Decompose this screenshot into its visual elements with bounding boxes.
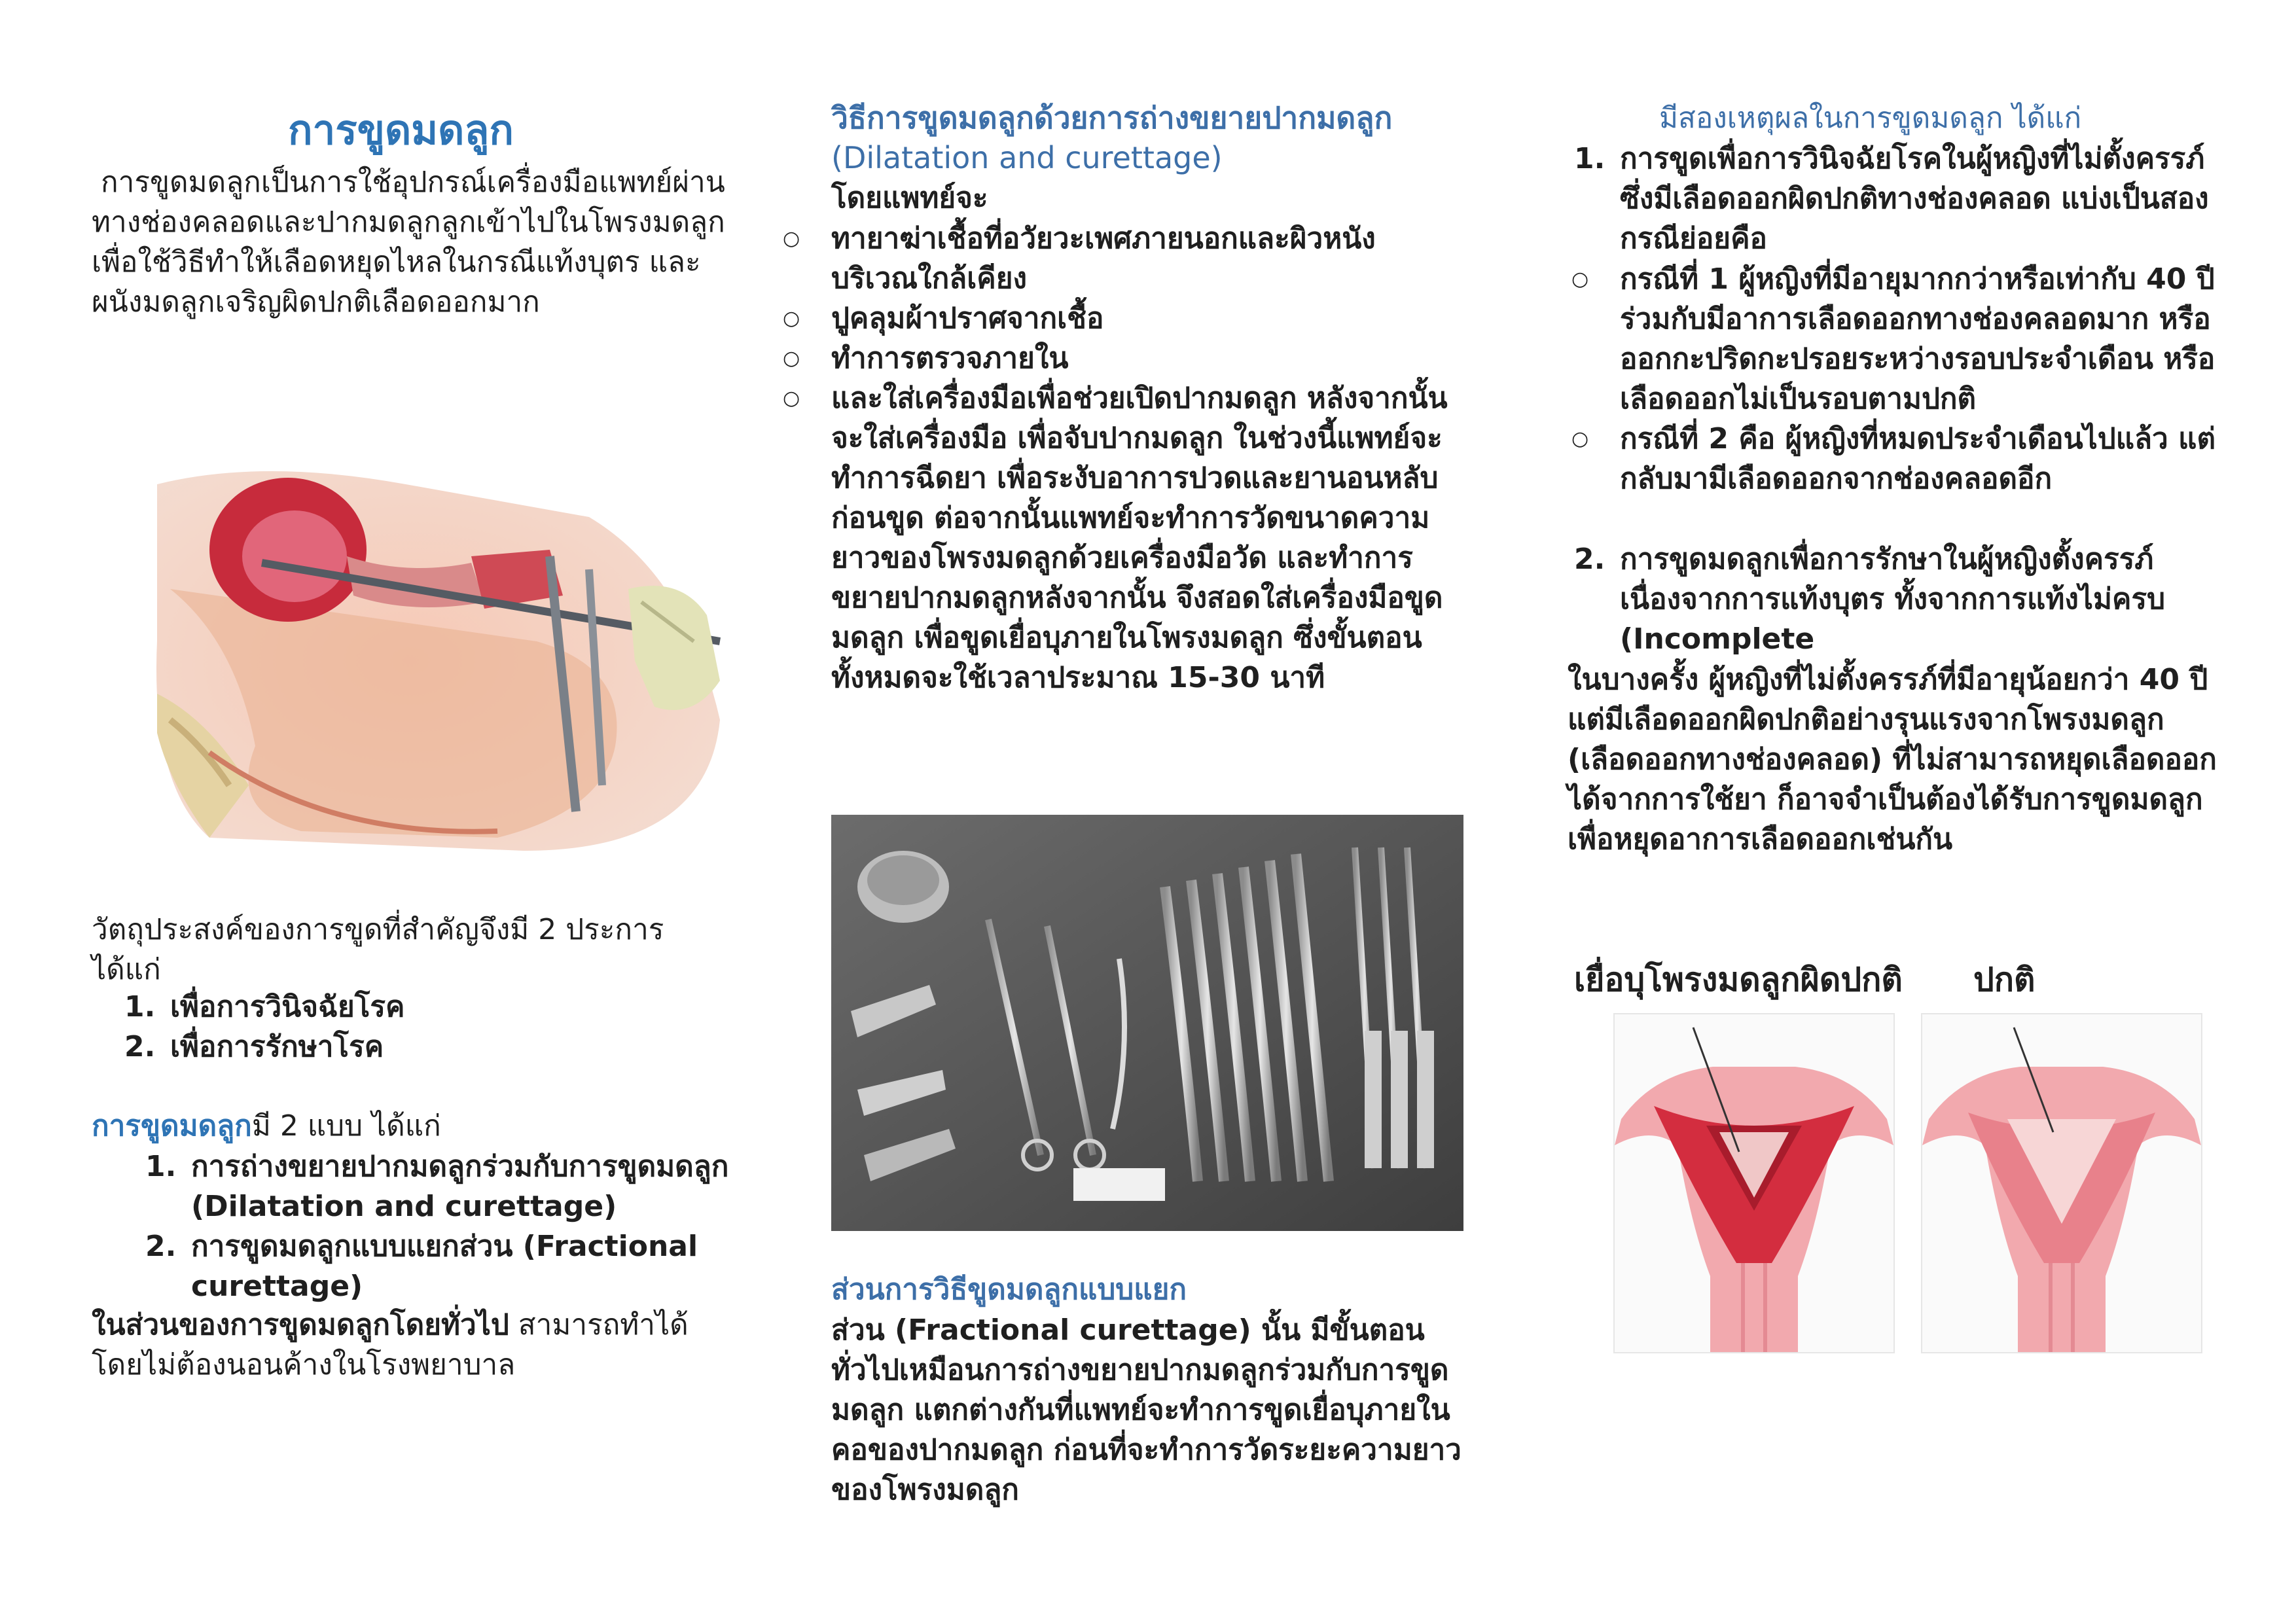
by-doctor-label: โดยแพทย์จะ [831, 181, 988, 215]
subcase-list [1620, 259, 2222, 499]
list-item: 2. การขูดมดลูกเพื่อการรักษาในผู้หญิงตั้งครรภ์ เนื่องจากการแท้งบุตร ทั้งจากการแท้งไม่ครบ (Incomplete [1574, 543, 2166, 656]
procedure-steps [831, 219, 1460, 698]
list-item: ○ ทำการตรวจภายใน [831, 338, 1460, 378]
list-item: ○ ทายาฆ่าเชื้อที่อวัยวะเพศภายนอกและผิวหนังบริเวณใกล้เคียง [831, 219, 1460, 298]
types-list [145, 1147, 733, 1306]
purpose-intro: วัตถุประสงค์ของการขูดที่สำคัญจึงมี 2 ประการ ได้แก่ [92, 913, 664, 986]
types-heading: การขูดมดลูกมี 2 แบบ ได้แก่ [92, 1109, 441, 1143]
label-normal: ปกติ [1973, 961, 2036, 999]
list-item: ○ ปูคลุมผ้าปราศจากเชื้อ [831, 298, 1460, 338]
list-item: 1. เพื่อการวินิจฉัยโรค [124, 990, 405, 1024]
list-item: 2. การขูดมดลูกแบบแยกส่วน (Fractional curettage) [145, 1230, 698, 1303]
label-abnormal: เยื่อบุโพรงมดลูกผิดปกติ [1574, 961, 1903, 999]
fractional-paragraph: ส่วน (Fractional curettage) นั้น มีขั้นตอนทั่วไปเหมือนการถ่างขยายปากมดลูกร่วมกับการขูดมดลูก แตกต่างกันที่แพทย์จะทำการขูดเยื่อบุภายในคอของปากมดลูก ก่อนที่จะทำการวัดระยะความยาวของโพรงมดลูก [831, 1313, 1462, 1507]
instruments-photo [831, 815, 1463, 1231]
list-item: 2. เพื่อการรักษาโรค [124, 1030, 384, 1063]
list-item: ○ กรณีที่ 1 ผู้หญิงที่มีอายุมากกว่าหรือเท่ากับ 40 ปีร่วมกับมีอาการเลือดออกทางช่องคลอดมาก หรือออกกะปริดกะปรอยระหว่างรอบประจำเดือน หรือเลือดออกไม่เป็นรอบตามปกติ [1620, 259, 2222, 419]
list-item: ○ กรณีที่ 2 คือ ผู้หญิงที่หมดประจำเดือนไปแล้ว แต่กลับมามีเลือดออกจากช่องคลอดอีก [1620, 419, 2222, 499]
procedure-illustration [131, 445, 733, 864]
continuation-paragraph: ในบางครั้ง ผู้หญิงที่ไม่ตั้งครรภ์ที่มีอายุน้อยกว่า 40 ปี แต่มีเลือดออกผิดปกติอย่างรุนแรงจากโพรงมดลูก (เลือดออกทางช่องคลอด) ที่ไม่สามารถหยุดเลือดออกได้จากการใช้ยา ก็อาจจำเป็นต้องได้รับการขูดมดลูกเพื่อหยุดอาการเลือดออกเช่นกัน [1568, 663, 2217, 856]
reasons-heading: มีสองเหตุผลในการขูดมดลูก ได้แก่ [1659, 101, 2082, 135]
closing-paragraph: ในส่วนของการขูดมดลูกโดยทั่วไป สามารถทำได้โดยไม่ต้องนอนค้างในโรงพยาบาล [92, 1308, 689, 1382]
list-item: 1. การถ่างขยายปากมดลูกร่วมกับการขูดมดลูก (Dilatation and curettage) [145, 1150, 729, 1223]
abnormal-uterus-illustration [1613, 1013, 1895, 1353]
fractional-heading: ส่วนการวิธีขูดมดลูกแบบแยก [831, 1273, 1187, 1306]
list-item: ○ และใส่เครื่องมือเพื่อช่วยเปิดปากมดลูก หลังจากนั้น จะใส่เครื่องมือ เพื่อจับปากมดลูก ในช่วงนี้แพทย์จะทำการฉีดยา เพื่อระงับอาการปวดและยานอนหลับก่อนขูด ต่อจากนั้นแพทย์จะทำการวัดขนาดความยาวของโพรงมดลูกด้วยเครื่องมือวัด และทำการขยายปากมดลูกหลังจากนั้น จึงสอดใส่เครื่องมือขูดมดลูก เพื่อขูดเยื่อบุภายในโพรงมดลูก ซึ่งขั้นตอนทั้งหมดจะใช้เวลาประมาณ 15-30 นาที [831, 378, 1460, 698]
reasons-list-2 [1574, 539, 2222, 659]
intro-paragraph: การขูดมดลูกเป็นการใช้อุปกรณ์เครื่องมือแพทย์ผ่านทางช่องคลอดและปากมดลูกลูกเข้าไปในโพรงมดลูก เพื่อใช้วิธีทำให้เลือดหยุดไหลในกรณีแท้งบุตร และผนังมดลูกเจริญผิดปกติเลือดออกมาก [92, 166, 725, 319]
purpose-list [124, 987, 733, 1067]
reasons-list [1574, 139, 2222, 259]
normal-uterus-illustration [1921, 1013, 2202, 1353]
page-title: การขูดมดลูก [288, 106, 514, 154]
list-item: 1. การขูดเพื่อการวินิจฉัยโรคในผู้หญิงที่ไม่ตั้งครรภ์ซึ่งมีเลือดออกผิดปกติทางช่องคลอด แบ่งเป็นสองกรณีย่อยคือ [1574, 142, 2209, 255]
procedure-heading: วิธีการขูดมดลูกด้วยการถ่างขยายปากมดลูก (Dilatation and curettage) [831, 100, 1393, 175]
